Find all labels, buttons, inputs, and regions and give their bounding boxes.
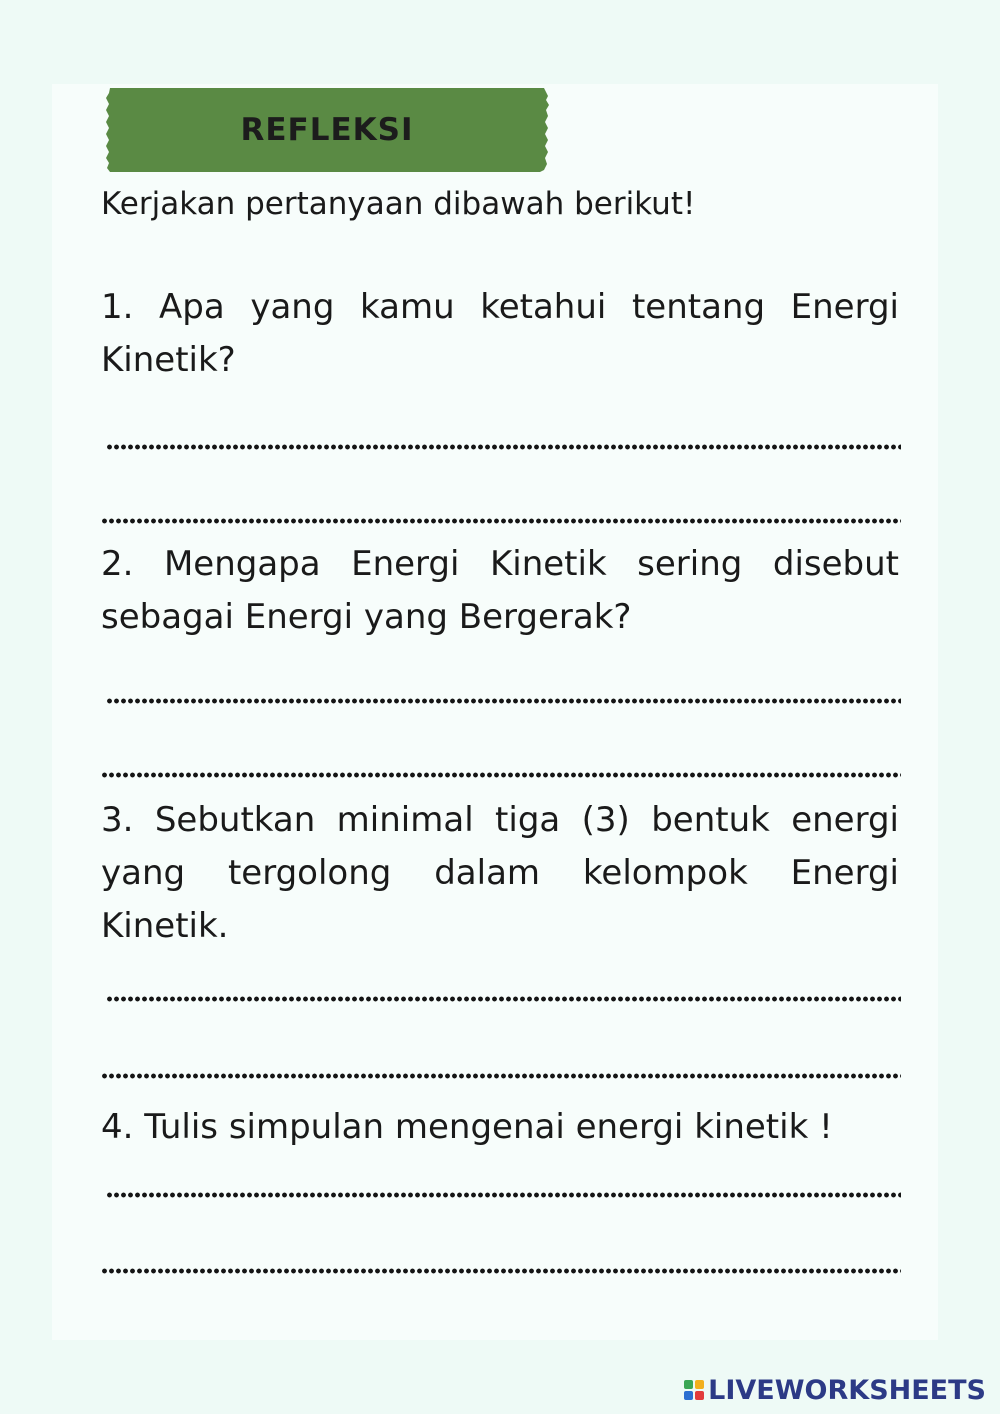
answer-line-1a[interactable]: [106, 444, 901, 450]
instruction-text: Kerjakan pertanyaan dibawah berikut!: [101, 186, 696, 222]
question-2: 2. Mengapa Energi Kinetik sering disebut sebagai Energi yang Bergerak?: [101, 544, 899, 637]
question-1: 1. Apa yang kamu ketahui tentang Energi Kinetik?: [101, 287, 899, 380]
answer-line-2b[interactable]: [101, 772, 901, 778]
answer-line-3a[interactable]: [106, 996, 901, 1002]
title-banner: [104, 86, 550, 174]
answer-line-3b[interactable]: [101, 1073, 901, 1079]
brand-name: LIVEWORKSHEETS: [708, 1374, 986, 1406]
answer-line-2a[interactable]: [106, 698, 901, 704]
question-3: 3. Sebutkan minimal tiga (3) bentuk energi yang tergolong dalam kelompok Energi Kinetik.: [101, 800, 899, 946]
answer-line-1b[interactable]: [101, 518, 901, 524]
liveworksheets-logo-icon: [684, 1380, 704, 1400]
question-4: 4. Tulis simpulan mengenai energi kinetik !: [101, 1107, 833, 1147]
page-title: REFLEKSI: [240, 112, 414, 148]
liveworksheets-brand[interactable]: [684, 1374, 986, 1406]
answer-line-4b[interactable]: [101, 1268, 901, 1274]
answer-line-4a[interactable]: [106, 1192, 901, 1198]
